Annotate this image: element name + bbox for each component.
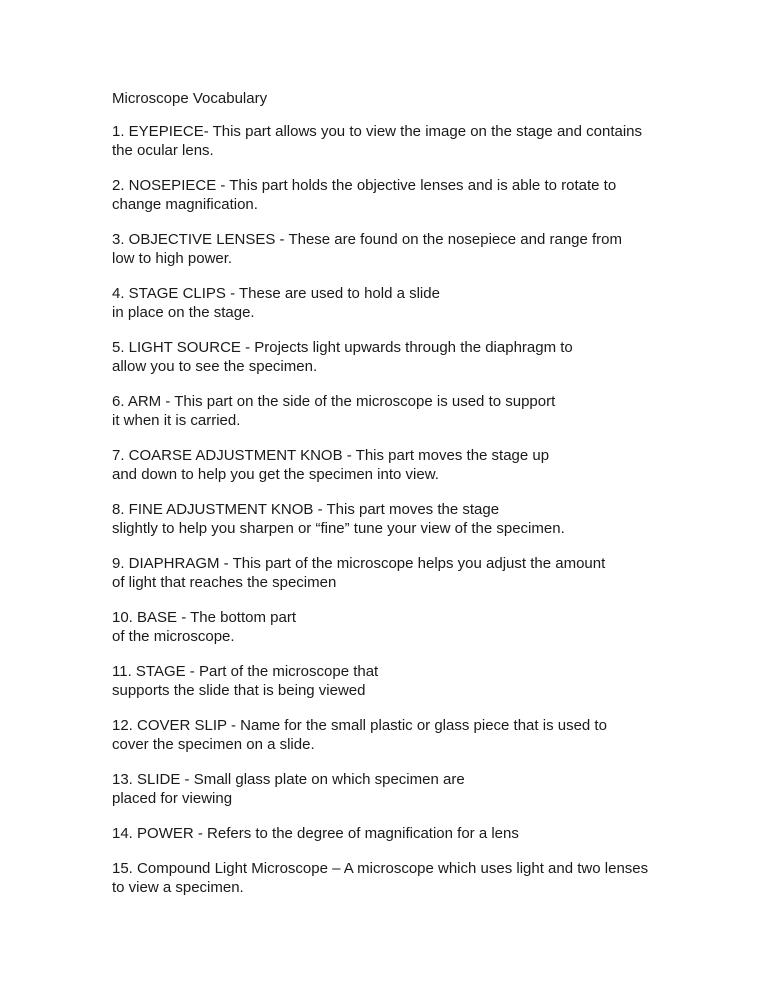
vocab-entry-base: 10. BASE - The bottom part of the microscope. — [112, 609, 296, 645]
vocab-entry-eyepiece: 1. EYEPIECE- This part allows you to view the image on the stage and contains the ocular lens. — [112, 123, 643, 159]
vocab-entry-stage-clips: 4. STAGE CLIPS - These are used to hold a slide in place on the stage. — [112, 285, 440, 321]
vocab-entry-arm: 6. ARM - This part on the side of the microscope is used to support it when it is carried. — [112, 393, 556, 429]
vocab-entry-power: 14. POWER - Refers to the degree of magnification for a lens — [112, 825, 519, 842]
document-page — [112, 89, 652, 913]
vocab-entry-slide: 13. SLIDE - Small glass plate on which specimen are placed for viewing — [112, 771, 465, 807]
document-title: Microscope Vocabulary — [112, 90, 268, 107]
vocab-entry-nosepiece: 2. NOSEPIECE - This part holds the objective lenses and is able to rotate to change magnification. — [112, 177, 617, 213]
vocab-entry-coarse-adjustment-knob: 7. COARSE ADJUSTMENT KNOB - This part moves the stage up and down to help you get the specimen into view. — [112, 447, 550, 483]
vocab-entry-compound-light-microscope: 15. Compound Light Microscope – A microscope which uses light and two lenses to view a specimen. — [112, 860, 649, 896]
vocab-entry-stage: 11. STAGE - Part of the microscope that supports the slide that is being viewed — [112, 663, 379, 699]
vocab-entry-light-source: 5. LIGHT SOURCE - Projects light upwards through the diaphragm to allow you to see the specimen. — [112, 339, 573, 375]
vocab-entry-diaphragm: 9. DIAPHRAGM - This part of the microscope helps you adjust the amount of light that reaches the specimen — [112, 555, 606, 591]
vocab-entry-cover-slip: 12. COVER SLIP - Name for the small plastic or glass piece that is used to cover the specimen on a slide. — [112, 717, 607, 753]
vocab-entry-fine-adjustment-knob: 8. FINE ADJUSTMENT KNOB - This part moves the stage slightly to help you sharpen or “fine” tune your view of the specimen. — [112, 501, 565, 537]
vocab-entry-objective-lenses: 3. OBJECTIVE LENSES - These are found on the nosepiece and range from low to high power. — [112, 231, 623, 267]
